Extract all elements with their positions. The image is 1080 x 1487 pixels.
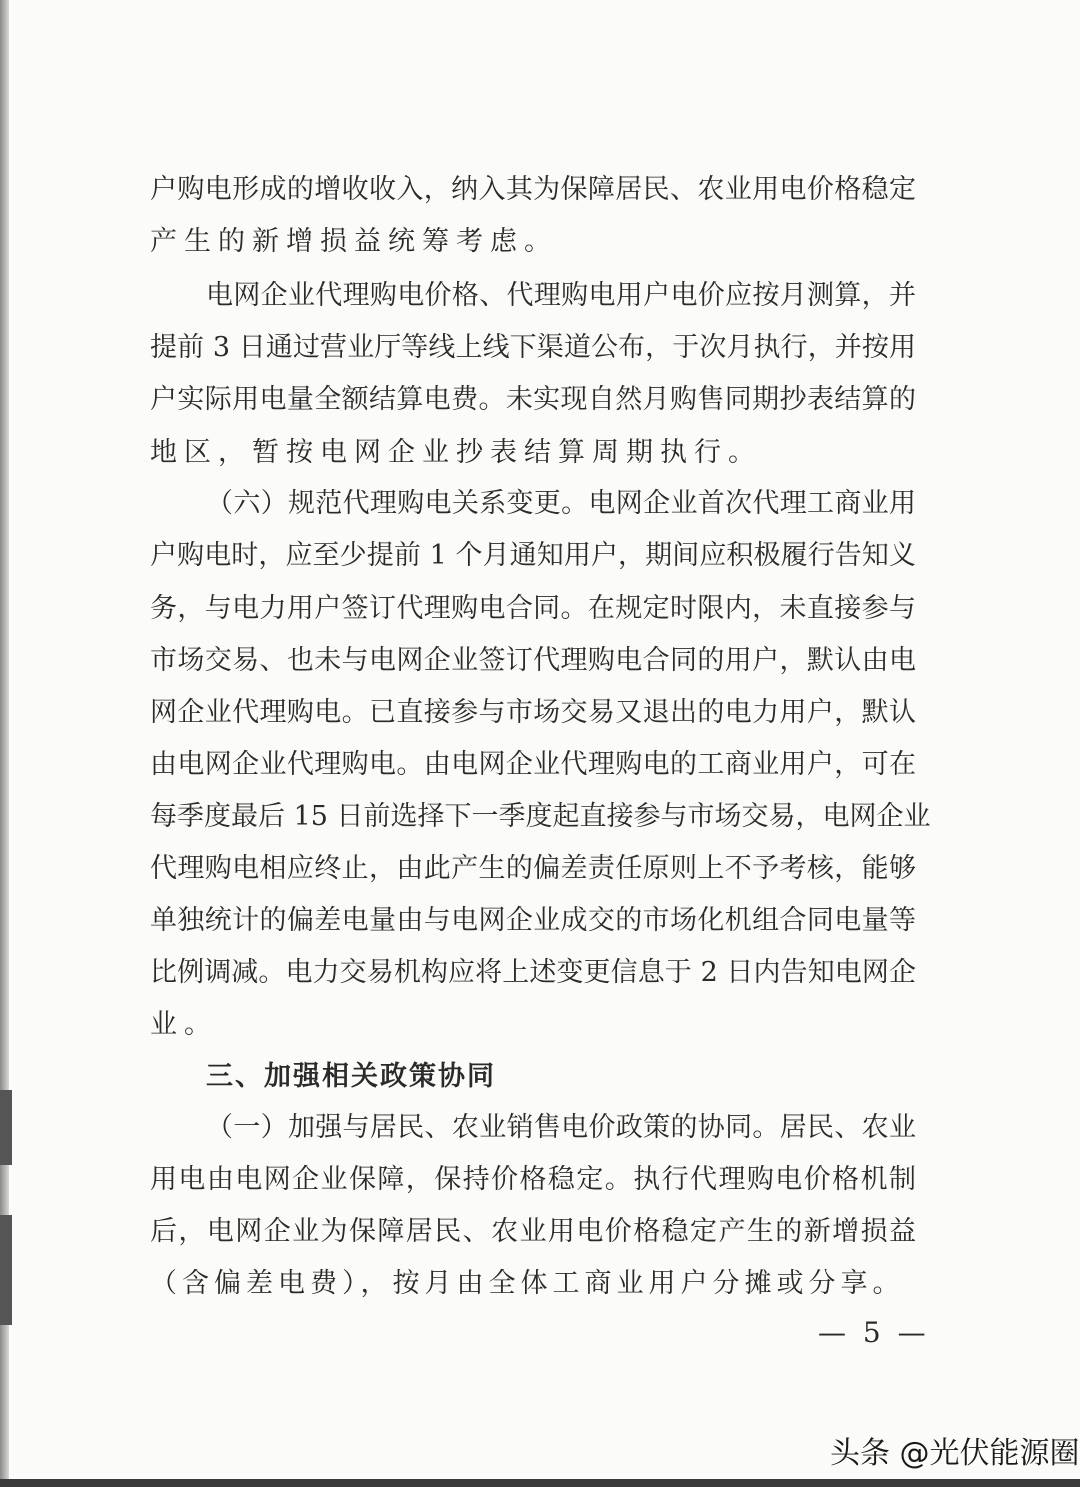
text-line: 电网企业代理购电价格、代理购电用户电价应按月测算，并 <box>206 280 916 311</box>
text-line: 市场交易、也未与电网企业签订代理购电合同的用户，默认由电 <box>150 645 916 676</box>
watermark: 头条 @光伏能源圈 <box>830 1436 1080 1471</box>
text-line: 比例调减。电力交易机构应将上述变更信息于 2 日内告知电网企 <box>150 957 916 988</box>
text-line: 每季度最后 15 日前选择下一季度起直接参与市场交易，电网企业 <box>150 801 931 832</box>
text-line: 户实际用电量全额结算电费。未实现自然月购售同期抄表结算的 <box>150 384 916 415</box>
text-line: 产生的新增损益统筹考虑。 <box>150 226 558 257</box>
text-line: 后，电网企业为保障居民、农业用电价格稳定产生的新增损益 <box>150 1216 916 1247</box>
text-line: 地区，暂按电网企业抄表结算周期执行。 <box>150 437 762 468</box>
text-line: 由电网企业代理购电。由电网企业代理购电的工商业用户，可在 <box>150 749 916 780</box>
text-line: （一）加强与居民、农业销售电价政策的协同。居民、农业 <box>206 1112 916 1143</box>
text-line: 单独统计的偏差电量由与电网企业成交的市场化机组合同电量等 <box>150 905 916 936</box>
text-line: 用电由电网企业保障，保持价格稳定。执行代理购电价格机制 <box>150 1164 916 1195</box>
text-line: 业。 <box>150 1009 218 1040</box>
scan-bottom-edge <box>0 1479 1080 1487</box>
text-line: （六）规范代理购电关系变更。电网企业首次代理工商业用 <box>206 488 916 519</box>
text-line: 务，与电力用户签订代理购电合同。在规定时限内，未直接参与 <box>150 593 916 624</box>
page-number: — 5 — <box>818 1316 930 1349</box>
section-heading: 三、加强相关政策协同 <box>206 1061 496 1092</box>
text-line: （含偏差电费），按月由全体工商业用户分摊或分享。 <box>150 1268 905 1299</box>
text-line: 提前 3 日通过营业厅等线上线下渠道公布，于次月执行，并按用 <box>150 332 916 363</box>
text-line: 代理购电相应终止，由此产生的偏差责任原则上不予考核，能够 <box>150 853 916 884</box>
scan-edge-mark <box>0 1090 12 1165</box>
text-line: 户购电形成的增收收入，纳入其为保障居民、农业用电价格稳定 <box>150 174 916 205</box>
scan-edge-mark <box>0 1215 12 1325</box>
text-line: 户购电时，应至少提前 1 个月通知用户，期间应积极履行告知义 <box>150 540 916 571</box>
text-line: 网企业代理购电。已直接参与市场交易又退出的电力用户，默认 <box>150 697 916 728</box>
